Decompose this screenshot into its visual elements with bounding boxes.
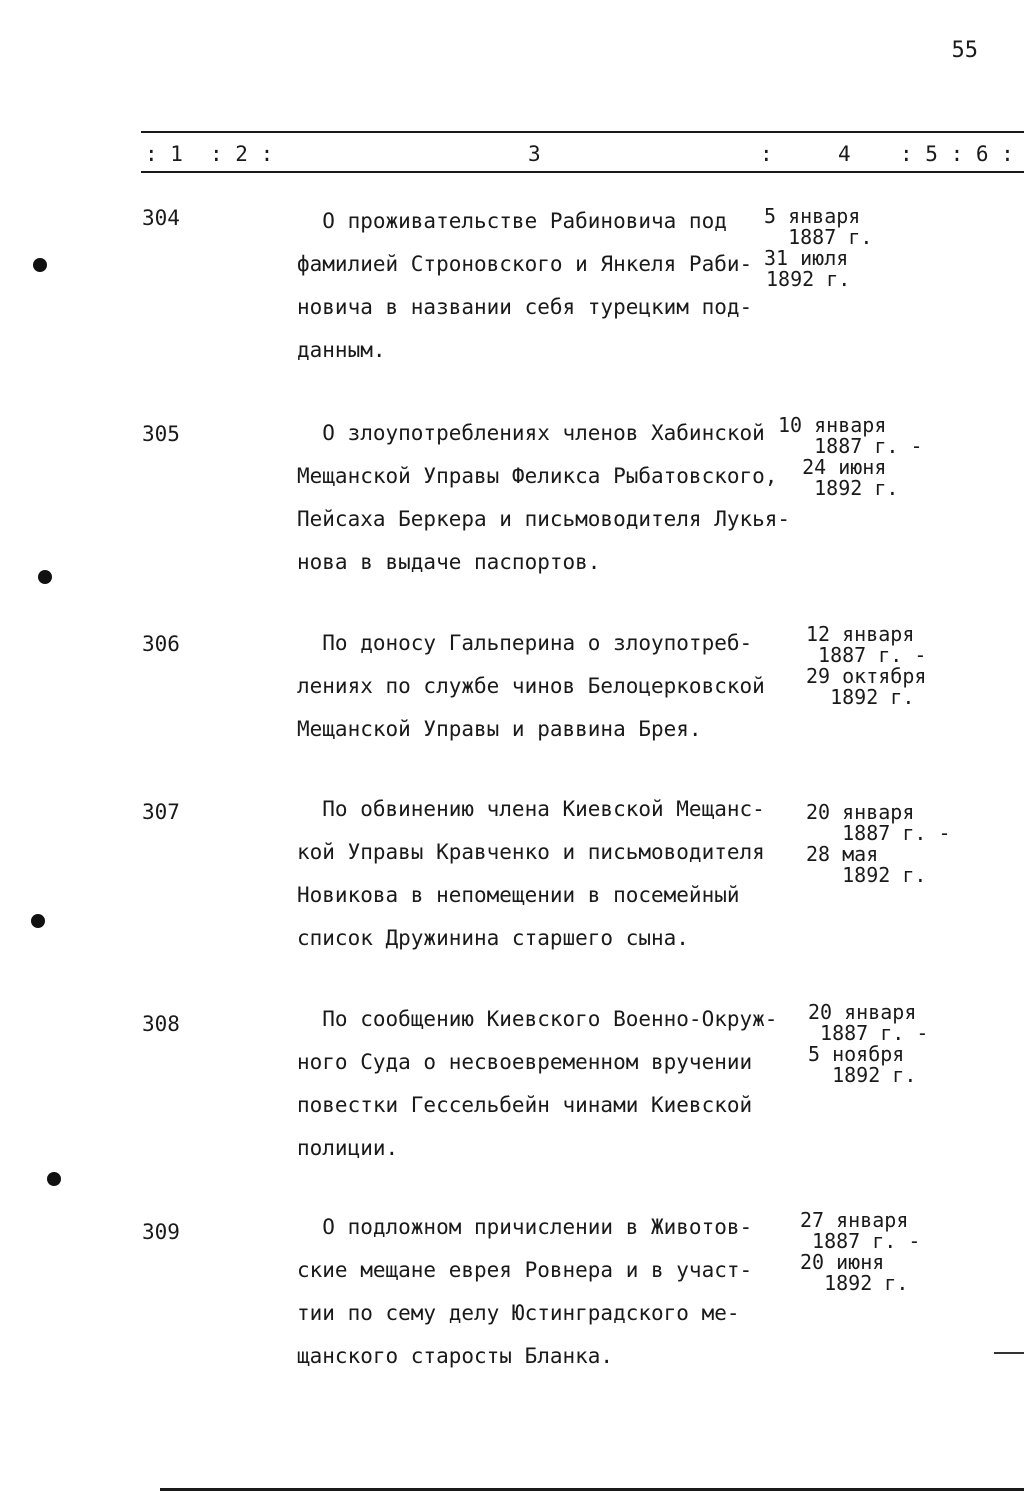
- record-dates: [764, 206, 872, 290]
- description-line: лениях по службе чинов Белоцерковской: [297, 674, 765, 698]
- date-line: 5 ноября: [808, 1042, 905, 1066]
- date-line: 1887 г. -: [806, 821, 951, 845]
- record-description: [297, 200, 797, 372]
- record-number: 309: [142, 1220, 180, 1244]
- description-line: Новикова в непомещении в посемейный: [297, 883, 740, 907]
- bottom-edge-rule: [160, 1488, 1024, 1491]
- date-line: 24 июня: [778, 455, 887, 479]
- punch-hole-icon: [31, 914, 45, 928]
- record-dates: [778, 415, 923, 499]
- punch-hole-icon: [47, 1172, 61, 1186]
- date-line: 1887 г.: [764, 225, 873, 249]
- date-line: 1892 г.: [806, 863, 927, 887]
- description-line: тии по сему делу Юстинградского ме-: [297, 1301, 740, 1325]
- description-line: О подложном причислении в Животов-: [297, 1215, 753, 1239]
- record-number: 308: [142, 1012, 180, 1036]
- margin-mark: [994, 1352, 1024, 1354]
- record-description: [297, 1206, 797, 1378]
- description-line: повестки Гессельбейн чинами Киевской: [297, 1093, 753, 1117]
- date-line: 12 января: [806, 622, 915, 646]
- date-line: 31 июля: [764, 246, 849, 270]
- date-line: 28 мая: [806, 842, 879, 866]
- date-line: 1887 г. -: [808, 1021, 929, 1045]
- date-line: 1887 г. -: [778, 434, 923, 458]
- description-line: По доносу Гальперина о злоупотреб-: [297, 631, 753, 655]
- description-line: О проживательстве Рабиновича под: [297, 209, 727, 233]
- record-description: [297, 788, 797, 960]
- description-line: По обвинению члена Киевской Мещанс-: [297, 797, 765, 821]
- date-line: 27 января: [800, 1208, 909, 1232]
- header-col-1: : 1: [145, 142, 183, 166]
- record-number: 307: [142, 800, 180, 824]
- description-line: фамилией Строновского и Янкеля Раби-: [297, 252, 753, 276]
- date-line: 1887 г. -: [806, 643, 927, 667]
- description-line: По сообщению Киевского Военно-Окруж-: [297, 1007, 778, 1031]
- record-number: 306: [142, 632, 180, 656]
- description-line: Пейсаха Беркера и письмоводителя Лукья-: [297, 507, 791, 531]
- description-line: полиции.: [297, 1136, 399, 1160]
- record-description: [297, 412, 797, 584]
- date-line: 5 января: [764, 204, 861, 228]
- record-dates: [806, 802, 951, 886]
- description-line: ного Суда о несвоевременном вручении: [297, 1050, 753, 1074]
- date-line: 29 октября: [806, 664, 927, 688]
- punch-hole-icon: [33, 258, 47, 272]
- record-description: [297, 622, 797, 751]
- date-line: 20 января: [808, 1000, 917, 1024]
- header-top-rule: [141, 131, 1024, 133]
- header-col-3: 3: [528, 142, 541, 166]
- date-line: 20 июня: [800, 1250, 885, 1274]
- date-line: 1892 г.: [800, 1271, 909, 1295]
- description-line: ские мещане еврея Ровнера и в участ-: [297, 1258, 753, 1282]
- description-line: щанского старосты Бланка.: [297, 1344, 614, 1368]
- date-line: 1892 г.: [778, 476, 899, 500]
- date-line: 1892 г.: [806, 685, 915, 709]
- header-col-4: 4: [838, 142, 851, 166]
- header-col-sep: :: [760, 142, 773, 166]
- header-col-5-6: : 5 : 6 :: [900, 142, 1014, 166]
- description-line: О злоупотреблениях членов Хабинской: [297, 421, 765, 445]
- record-number: 304: [142, 206, 180, 230]
- header-col-2: : 2 :: [210, 142, 274, 166]
- description-line: новича в названии себя турецким под-: [297, 295, 753, 319]
- record-dates: [808, 1002, 928, 1086]
- punch-hole-icon: [38, 570, 52, 584]
- date-line: 10 января: [778, 413, 887, 437]
- date-line: 1892 г.: [808, 1063, 917, 1087]
- description-line: кой Управы Кравченко и письмоводителя: [297, 840, 765, 864]
- date-line: 1892 г.: [766, 267, 851, 291]
- description-line: Мещанской Управы Феликса Рыбатовского,: [297, 464, 778, 488]
- record-number: 305: [142, 422, 180, 446]
- description-line: список Дружинина старшего сына.: [297, 926, 689, 950]
- date-line: 20 января: [806, 800, 915, 824]
- header-bottom-rule: [141, 171, 1024, 173]
- record-dates: [800, 1210, 920, 1294]
- description-line: данным.: [297, 338, 386, 362]
- date-line: 1887 г. -: [800, 1229, 921, 1253]
- description-line: нова в выдаче паспортов.: [297, 550, 601, 574]
- description-line: Мещанской Управы и раввина Брея.: [297, 717, 702, 741]
- page-number: 55: [951, 38, 978, 63]
- record-dates: [806, 624, 926, 708]
- record-description: [297, 998, 797, 1170]
